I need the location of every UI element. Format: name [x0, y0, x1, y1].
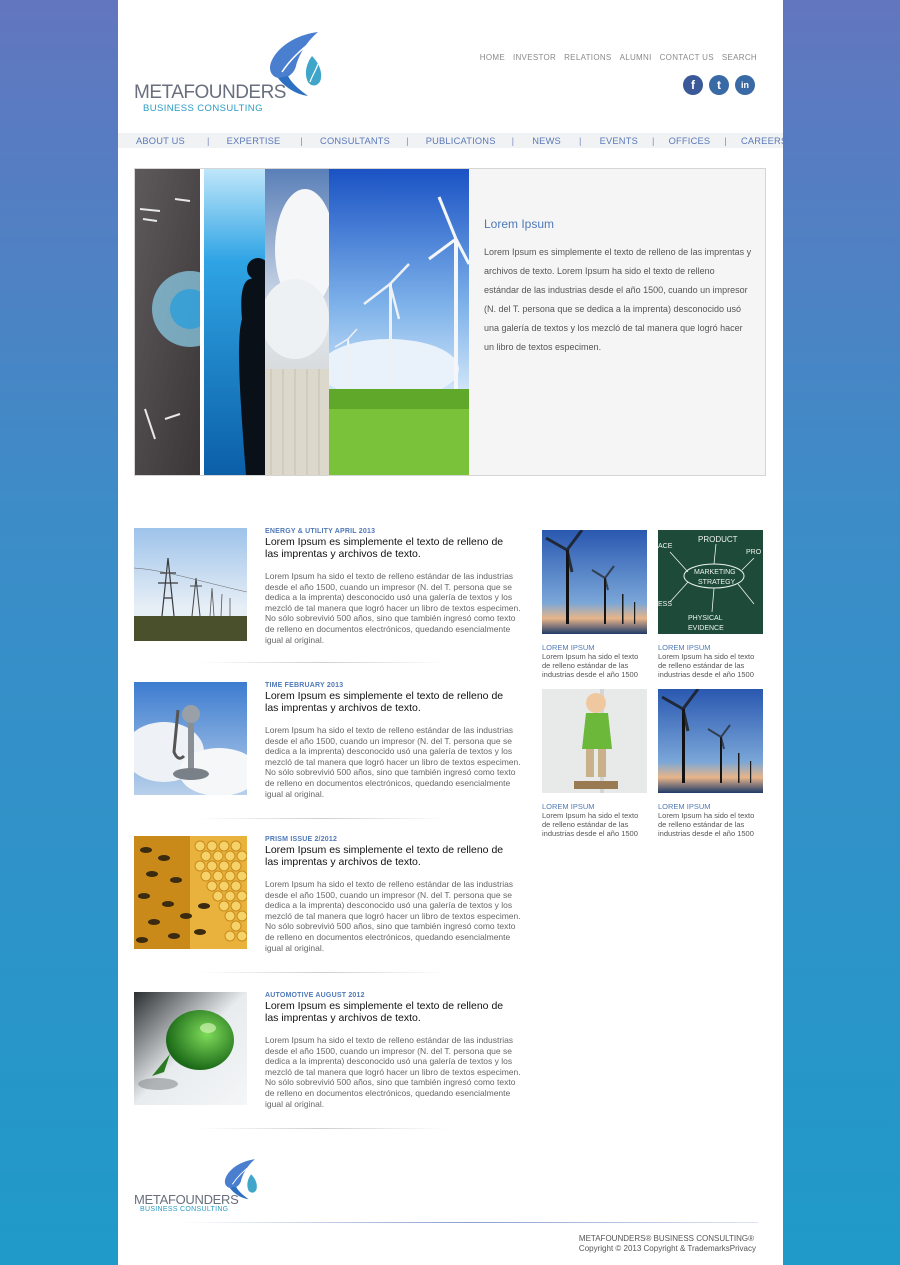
hero-image-chalkboard — [135, 169, 200, 475]
chalk-text: MARKETING — [694, 569, 736, 576]
article-headline[interactable]: Lorem Ipsum es simplemente el texto de relleno de las imprentas y archivos de texto. — [265, 1000, 504, 1024]
chalk-text: PHYSICAL — [688, 615, 723, 622]
nav-consultants[interactable]: CONSULTANTS — [320, 135, 391, 146]
nav-separator: | — [578, 135, 582, 146]
article-category: TIME FEBRUARY 2013 — [265, 682, 344, 689]
article-divider — [198, 972, 448, 973]
article-headline[interactable]: Lorem Ipsum es simplemente el texto de relleno de las imprentas y archivos de texto. — [265, 536, 504, 560]
grid-item-title: LOREM IPSUM — [542, 802, 595, 811]
chalk-text: PRODUCT — [698, 535, 738, 544]
footer-line-1: METAFOUNDERS® BUSINESS CONSULTING® — [578, 1234, 754, 1243]
nav-offices[interactable]: OFFICES — [668, 135, 711, 146]
twitter-icon[interactable]: t — [709, 75, 729, 95]
article-headline[interactable]: Lorem Ipsum es simplemente el texto de relleno de las imprentas y archivos de texto. — [265, 690, 504, 714]
social-links — [683, 75, 755, 95]
hero-image-clouds — [265, 169, 329, 475]
grid-item-body: Lorem Ipsum ha sido el texto de relleno estándar de las industrias desde el año 1500 — [542, 811, 639, 838]
article-thumb-balloon — [134, 992, 247, 1105]
article-thumb-telephone — [134, 682, 247, 795]
article-body: Lorem Ipsum ha sido el texto de relleno estándar de las industrias desde el año 1500, cuando un impresor (N. del T. persona que se dedica a la imprenta) desconocido usó una galería de textos y los mezcló de tal manera que logró hacer un libro de textos especimen. No sólo sobrevivió 500 años, sino que también ingresó como texto de relleno en documentos electrónicos, quedando esencialmente igual al original. — [265, 1035, 521, 1109]
article-divider — [198, 818, 448, 819]
footer-brand-tagline: BUSINESS CONSULTING — [140, 1206, 229, 1213]
footer-copyright — [579, 1234, 756, 1253]
grid-item[interactable] — [542, 689, 647, 838]
topnav-search[interactable]: SEARCH — [721, 53, 757, 62]
hero-image-wind-turbines — [329, 169, 469, 475]
chalk-text: STRATEGY — [698, 579, 736, 586]
nav-publications[interactable]: PUBLICATIONS — [425, 135, 496, 146]
footer-line-2[interactable]: Copyright © 2013 Copyright & TrademarksPrivacy — [578, 1243, 756, 1253]
brand-name: METAFOUNDERS — [134, 82, 286, 103]
grid-image-wind-turbines — [658, 689, 763, 793]
grid-item-title: LOREM IPSUM — [658, 643, 711, 652]
page-container — [118, 0, 788, 1265]
nav-events[interactable]: EVENTS — [599, 135, 638, 146]
footer-brand-name: METAFOUNDERS — [134, 1192, 239, 1207]
grid-item[interactable] — [658, 530, 763, 679]
article-thumb-honeycomb — [134, 836, 247, 949]
topnav-alumni[interactable]: ALUMNI — [619, 53, 652, 62]
hero-banner — [134, 168, 766, 476]
grid-item[interactable] — [542, 530, 647, 679]
grid-item-title: LOREM IPSUM — [542, 643, 595, 652]
chalk-text: EVIDENCE — [688, 625, 724, 632]
chalk-text: ESS — [658, 601, 673, 608]
nav-separator: | — [724, 135, 727, 146]
facebook-icon[interactable]: f — [683, 75, 703, 95]
grid-item-body: Lorem Ipsum ha sido el texto de relleno estándar de las industrias desde el año 1500 — [658, 652, 755, 679]
nav-separator: | — [300, 135, 304, 146]
topnav-investor[interactable]: INVESTOR — [512, 53, 557, 62]
article-body: Lorem Ipsum ha sido el texto de relleno estándar de las industrias desde el año 1500, cuando un impresor (N. del T. persona que se dedica a la imprenta) desconocido usó una galería de textos y los mezcló de tal manera que logró hacer un libro de textos especimen. No sólo sobrevivió 500 años, sino que también ingresó como texto de relleno en documentos electrónicos, quedando esencialmente igual al original. — [265, 879, 521, 953]
hero-image-silhouette — [200, 169, 265, 475]
article-body: Lorem Ipsum ha sido el texto de relleno estándar de las industrias desde el año 1500, cuando un impresor (N. del T. persona que se dedica a la imprenta) desconocido usó una galería de textos y los mezcló de tal manera que logró hacer un libro de textos especimen. No sólo sobrevivió 500 años, sino que también ingresó como texto de relleno en documentos electrónicos, quedando esencialmente igual al original. — [265, 725, 521, 799]
grid-item-body: Lorem Ipsum ha sido el texto de relleno estándar de las industrias desde el año 1500 — [542, 652, 639, 679]
hero-title: Lorem Ipsum — [484, 217, 555, 231]
article-divider — [198, 1128, 448, 1129]
article-category: PRISM ISSUE 2/2012 — [265, 836, 338, 843]
brand-logo[interactable] — [134, 30, 324, 116]
topnav-contact-us[interactable]: CONTACT US — [659, 53, 714, 62]
brand-tagline: BUSINESS CONSULTING — [143, 103, 263, 114]
main-navigation — [118, 133, 788, 148]
linkedin-icon[interactable]: in — [735, 75, 755, 95]
nav-news[interactable]: NEWS — [532, 135, 561, 146]
nav-separator: | — [206, 135, 210, 146]
grid-item-body: Lorem Ipsum ha sido el texto de relleno estándar de las industrias desde el año 1500 — [658, 811, 755, 838]
nav-separator: | — [406, 135, 409, 146]
nav-separator: | — [651, 135, 655, 146]
article-body: Lorem Ipsum ha sido el texto de relleno estándar de las industrias desde el año 1500, cuando un impresor (N. del T. persona que se dedica a la imprenta) desconocido usó una galería de textos y los mezcló de tal manera que logró hacer un libro de textos especimen. No sólo sobrevivió 500 años, sino que también ingresó como texto de relleno en documentos electrónicos, quedando esencialmente igual al original. — [265, 571, 521, 645]
footer-logo[interactable] — [134, 1158, 274, 1218]
grid-item-title: LOREM IPSUM — [658, 802, 711, 811]
nav-separator: | — [511, 135, 515, 146]
hero-body: Lorem Ipsum es simplemente el texto de relleno de las imprentas y archivos de texto. Lorem Ipsum ha sido el texto de relleno estándar de las industrias desde el año 1500, cuando un impresor (N. del T. persona que se dedica a la imprenta) desconocido usó una galería de textos y los mezcló de tal manera que logró hacer un libro de textos especimen. — [484, 247, 752, 352]
article-divider — [198, 662, 448, 663]
article-category: AUTOMOTIVE AUGUST 2012 — [265, 992, 365, 999]
article-thumb-power-lines — [134, 528, 247, 641]
grid-item[interactable] — [658, 689, 763, 838]
topnav-relations[interactable]: RELATIONS — [564, 53, 612, 62]
chalk-text: ACE — [658, 543, 673, 550]
grid-image-child — [542, 689, 647, 793]
top-navigation — [480, 53, 757, 62]
article-category: ENERGY & UTILITY APRIL 2013 — [265, 528, 376, 535]
nav-about-us[interactable]: ABOUT US — [136, 135, 185, 146]
footer-divider — [178, 1222, 758, 1223]
topnav-home[interactable]: HOME — [479, 53, 505, 62]
grid-image-marketing-chalkboard — [658, 530, 763, 634]
article-headline[interactable]: Lorem Ipsum es simplemente el texto de relleno de las imprentas y archivos de texto. — [265, 844, 504, 868]
nav-expertise[interactable]: EXPERTISE — [226, 135, 281, 146]
chalk-text: PRO — [746, 549, 762, 556]
nav-careers[interactable]: CAREERS — [740, 135, 788, 146]
grid-image-wind-turbines — [542, 530, 647, 634]
